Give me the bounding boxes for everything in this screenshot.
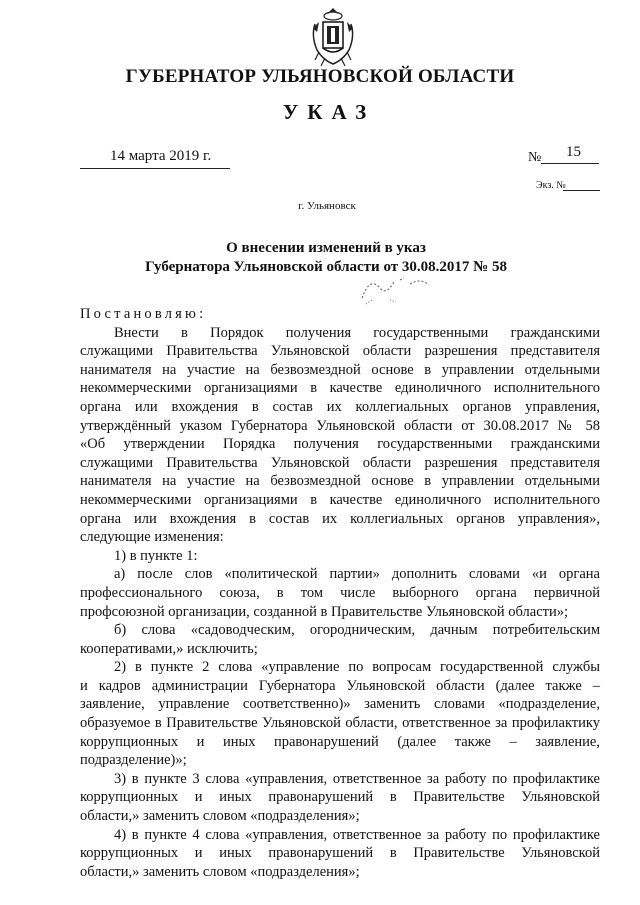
number-underline [541, 163, 599, 164]
decree-word: Постановляю: [80, 306, 207, 322]
document-title [0, 239, 640, 277]
body-line: коррупционных и иных правонарушений в Правительстве Ульяновской [80, 789, 600, 806]
body-line: 1) в пункте 1: [114, 547, 198, 564]
document-type: УКАЗ [282, 100, 376, 124]
body-line: утверждённый указом Губернатора Ульяновской области от 30.08.2017 № 58 [80, 417, 600, 434]
signature-mark [350, 270, 440, 310]
body-line: служащими Правительства Ульяновской области разрешения представителя [80, 454, 600, 471]
body-line: подразделение)»; [80, 752, 187, 769]
body-line: и кадров администрации Губернатора Ульяновской области (далее также – [80, 677, 600, 694]
body-line: профсоюзной организации, созданной в Правительстве Ульяновской области»; [80, 603, 569, 620]
body-line: области,» заменить словом «подразделения»; [80, 808, 360, 825]
body-line: области,» заменить словом «подразделения»; [80, 863, 360, 880]
date-underline [80, 168, 230, 169]
body-line: коррупционных и иных правонарушений (далее также – заявление, [80, 733, 600, 750]
body-line: а) после слов «политической партии» дополнить словами «и органа [114, 566, 600, 583]
body-line: 3) в пункте 3 слова «управления, ответственное за работу по профилактике [114, 770, 600, 787]
body-line: следующие изменения: [80, 529, 224, 546]
body-line: профессионального союза, в том числе выборного органа первичной [80, 584, 600, 601]
title-line-2: Губернатора Ульяновской области от 30.08.2017 № 58 [145, 259, 507, 275]
coat-of-arms-icon [309, 6, 357, 70]
number-sign: № [528, 150, 542, 165]
body-line: Внести в Порядок получения государственными гражданскими [114, 324, 600, 341]
body-line: 4) в пункте 4 слова «управления, ответственное за работу по профилактике [114, 826, 600, 843]
body-line: некоммерческими организациями в качестве единоличного исполнительного [80, 491, 600, 508]
document-number: 15 [566, 144, 581, 160]
body-line: образуемое в Правительстве Ульяновской области, ответственное за профилактику [80, 715, 600, 732]
body-line: служащими Правительства Ульяновской области разрешения представителя [80, 343, 600, 360]
document-body [80, 305, 600, 881]
copy-number-underline [563, 190, 600, 191]
body-line: нанимателя на участие на безвозмездной основе в управлении отдельными [80, 361, 600, 378]
body-line: б) слова «садоводческим, огородническим, дачным потребительским [114, 622, 600, 639]
organization-name: ГУБЕРНАТОР УЛЬЯНОВСКОЙ ОБЛАСТИ [125, 66, 515, 87]
body-line: органа или вхождения в состав их коллегиальных органов управления», [80, 510, 600, 527]
body-line: кооперативами,» исключить; [80, 640, 258, 657]
body-line: органа или вхождения в состав их коллегиальных органов управления, [80, 398, 600, 415]
document-date: 14 марта 2019 г. [110, 148, 212, 164]
body-line: некоммерческими организациями в качестве единоличного исполнительного [80, 380, 600, 397]
body-line: заявление, управление соответственно)» заменить словами «подразделение, [80, 696, 600, 713]
body-line: коррупционных и иных правонарушений в Правительстве Ульяновской [80, 845, 600, 862]
title-line-1: О внесении изменений в указ [226, 240, 426, 256]
copy-number-label: Экз. № [536, 180, 566, 191]
body-line: нанимателя на участие на безвозмездной основе в управлении отдельными [80, 473, 600, 490]
body-line: «Об утверждении Порядка получения государственными гражданскими [80, 436, 600, 453]
body-line: 2) в пункте 2 слова «управление по вопросам государственной службы [114, 659, 600, 676]
city: г. Ульяновск [298, 200, 356, 212]
